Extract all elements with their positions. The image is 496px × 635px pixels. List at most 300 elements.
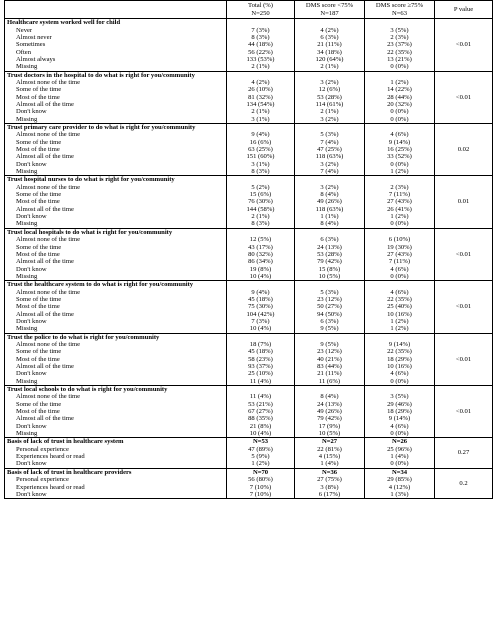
response-label: Don't know (16, 490, 47, 498)
value: 5 (3%) (320, 288, 339, 296)
section-title: Healthcare system worked well for child (7, 19, 121, 27)
dms-ge75-cell (365, 228, 435, 280)
response-label: Experiences heard or read (16, 453, 85, 461)
value: 133 (53%) (246, 55, 275, 63)
response-label: Almost none of the time (16, 131, 81, 139)
dms-ge75-cell (365, 468, 435, 498)
spacer (367, 176, 432, 183)
dms-lt75-cell (295, 19, 365, 71)
value: 44 (18%) (248, 41, 273, 49)
response-label: Personal experience (16, 476, 69, 484)
value: 63 (25%) (248, 146, 273, 154)
response-label: Almost all of the time (16, 100, 74, 108)
value: 83 (44%) (317, 363, 342, 370)
value: 53 (21%) (248, 400, 273, 408)
response-label: Don't know (16, 422, 47, 430)
spacer (229, 386, 292, 393)
response-label: Almost never (16, 33, 52, 41)
value: 18 (7%) (249, 340, 272, 348)
response-label: Missing (16, 377, 38, 385)
response-label: Almost all of the time (16, 153, 74, 161)
value: 1 (2%) (390, 168, 409, 176)
value: 25 (10%) (248, 370, 273, 378)
dms-lt75-count: N=27 (321, 438, 338, 446)
dms-ge75-cell (365, 386, 435, 438)
value: 3 (2%) (320, 183, 339, 191)
spacer (297, 124, 362, 131)
response-label: Experiences heard or read (16, 483, 85, 491)
value: 6 (3%) (320, 236, 339, 244)
value: 58 (23%) (248, 355, 273, 363)
header-label (5, 1, 227, 19)
header-total (227, 1, 295, 19)
value: 4 (6%) (390, 265, 409, 273)
value: 10 (4%) (249, 272, 272, 280)
section-label-cell (5, 333, 227, 385)
value: 26 (41%) (387, 205, 412, 213)
value: 12 (5%) (249, 236, 272, 244)
value: 144 (58%) (246, 205, 275, 213)
header-p-value: P value (435, 1, 493, 19)
value: 1 (2%) (251, 460, 270, 468)
response-label: Sometimes (16, 41, 46, 49)
value: 4 (2%) (251, 78, 270, 86)
response-label: Almost none of the time (16, 183, 81, 191)
header-dms-ge75-n: N=63 (391, 9, 408, 17)
value: 3 (1%) (251, 160, 270, 168)
spacer (297, 229, 362, 236)
value: 3 (8%) (320, 483, 339, 491)
dms-lt75-cell (295, 386, 365, 438)
value: 2 (1%) (251, 108, 270, 116)
value: 3 (2%) (320, 115, 339, 123)
response-label: Most of the time (16, 93, 60, 101)
p-value-cell: <0.01 (435, 71, 493, 123)
section-title: Trust primary care provider to do what is right for you/community (7, 124, 196, 131)
section-row (5, 176, 493, 228)
value: 9 (14%) (388, 340, 411, 348)
value: 7 (4%) (320, 168, 339, 176)
total-cell (227, 124, 295, 176)
header-dms-lt75-title: DMS score <75% (305, 2, 354, 9)
value: 23 (12%) (317, 348, 342, 356)
value: 2 (1%) (320, 63, 339, 71)
response-label: Often (16, 48, 32, 56)
value: 34 (18%) (317, 48, 342, 56)
value: 3 (2%) (320, 160, 339, 168)
value: 86 (34%) (248, 258, 273, 266)
value: 1 (2%) (390, 325, 409, 333)
response-label: Almost none of the time (16, 78, 81, 86)
value: 5 (2%) (251, 183, 270, 191)
value: 50 (27%) (317, 303, 342, 311)
dms-ge75-cell (365, 124, 435, 176)
value: 7 (10%) (249, 483, 272, 491)
response-label: Missing (16, 430, 38, 438)
value: 8 (4%) (320, 220, 339, 228)
response-label: Almost all of the time (16, 205, 74, 213)
value: 56 (80%) (248, 476, 273, 484)
value: 118 (63%) (315, 205, 344, 213)
value: 4 (6%) (390, 370, 409, 378)
value: 4 (2%) (320, 26, 339, 34)
value: 8 (3%) (251, 168, 270, 176)
value: 3 (1%) (251, 115, 270, 123)
section-row (5, 228, 493, 280)
value: 5 (3%) (320, 131, 339, 139)
value: 8 (4%) (320, 393, 339, 401)
total-cell (227, 438, 295, 468)
value: 9 (4%) (251, 288, 270, 296)
response-label: Almost none of the time (16, 236, 81, 244)
value: 7 (11%) (388, 191, 411, 199)
spacer (297, 176, 362, 183)
dms-lt75-cell (295, 281, 365, 333)
total-count: N=53 (252, 438, 269, 446)
total-cell (227, 333, 295, 385)
value: 4 (12%) (388, 483, 411, 491)
value: 79 (42%) (317, 258, 342, 266)
value: 26 (10%) (248, 86, 273, 94)
response-label: Most of the time (16, 303, 60, 311)
dms-lt75-cell (295, 228, 365, 280)
value: 1 (4%) (390, 453, 409, 461)
response-label: Missing (16, 115, 38, 123)
value: 53 (28%) (317, 93, 342, 101)
spacer (297, 386, 362, 393)
value: 0 (0%) (390, 460, 409, 468)
value: 27 (75%) (317, 476, 342, 484)
spacer (229, 334, 292, 341)
value: 7 (3%) (251, 26, 270, 34)
spacer (229, 72, 292, 79)
value: 10 (5%) (318, 272, 341, 280)
value: 4 (6%) (390, 422, 409, 430)
section-title: Trust local hospitals to do what is right for you/community (7, 228, 173, 236)
dms-ge75-cell (365, 281, 435, 333)
value: 2 (1%) (251, 63, 270, 71)
value: 53 (28%) (317, 250, 342, 258)
value: 7 (3%) (251, 317, 270, 325)
section-label-cell (5, 438, 227, 468)
header-dms-ge75-title: DMS score ≥75% (375, 2, 424, 9)
dms-lt75-cell (295, 468, 365, 498)
response-label: Don't know (16, 265, 47, 273)
dms-lt75-cell (295, 333, 365, 385)
total-cell (227, 71, 295, 123)
section-label-cell (5, 176, 227, 228)
section-row (5, 71, 493, 123)
response-label: Some of the time (16, 191, 62, 199)
section-title: Basis of lack of trust in healthcare system (7, 438, 124, 446)
value: 11 (4%) (249, 393, 272, 401)
response-label: Personal experience (16, 445, 69, 453)
spacer (367, 72, 432, 79)
response-label: Almost none of the time (16, 340, 81, 348)
section-label-cell (5, 468, 227, 498)
p-value-cell: 0.2 (435, 468, 493, 498)
value: 10 (4%) (249, 325, 272, 333)
value: 14 (22%) (387, 86, 412, 94)
value: 9 (14%) (388, 138, 411, 146)
dms-ge75-cell (365, 19, 435, 71)
value: 24 (13%) (317, 243, 342, 251)
value: 2 (1%) (251, 213, 270, 221)
value: 120 (64%) (315, 55, 344, 63)
value: 22 (81%) (317, 445, 342, 453)
response-label: Most of the time (16, 250, 60, 258)
value: 27 (43%) (387, 250, 412, 258)
value: 21 (11%) (317, 370, 342, 378)
header-total-title: Total (%) (248, 2, 273, 9)
value: 10 (4%) (249, 430, 272, 438)
dms-ge75-count: N=34 (391, 468, 408, 476)
section-row (5, 333, 493, 385)
value: 16 (6%) (249, 138, 272, 146)
section-row (5, 438, 493, 468)
value: 45 (18%) (248, 348, 273, 356)
value: 9 (14%) (388, 415, 411, 423)
section-label-cell (5, 228, 227, 280)
spacer (367, 19, 432, 26)
value: 47 (25%) (317, 146, 342, 154)
section-title: Trust the healthcare system to do what is right for you/community (7, 281, 194, 289)
value: 23 (12%) (317, 295, 342, 303)
value: 40 (21%) (317, 355, 342, 363)
value: 114 (61%) (315, 100, 344, 108)
value: 2 (3%) (390, 183, 409, 191)
section-label-cell (5, 19, 227, 71)
section-label-cell (5, 386, 227, 438)
response-label: Almost all of the time (16, 310, 74, 318)
response-label: Don't know (16, 108, 47, 116)
value: 8 (3%) (251, 220, 270, 228)
value: 21 (11%) (317, 41, 342, 49)
value: 11 (6%) (318, 377, 341, 385)
p-value-cell: 0.02 (435, 124, 493, 176)
value: 67 (27%) (248, 408, 273, 416)
value: 12 (6%) (318, 86, 341, 94)
response-label: Most of the time (16, 146, 60, 154)
value: 1 (3%) (390, 490, 409, 498)
value: 6 (3%) (320, 317, 339, 325)
dms-lt75-count: N=36 (321, 468, 338, 476)
section-row (5, 468, 493, 498)
response-label: Some of the time (16, 400, 62, 408)
value: 21 (8%) (249, 422, 272, 430)
p-value-cell: 0.01 (435, 176, 493, 228)
response-label: Almost all of the time (16, 258, 74, 266)
value: 22 (35%) (387, 348, 412, 356)
value: 29 (46%) (387, 400, 412, 408)
dms-lt75-cell (295, 124, 365, 176)
section-row (5, 124, 493, 176)
p-value-cell: <0.01 (435, 386, 493, 438)
dms-lt75-cell (295, 438, 365, 468)
response-label: Some of the time (16, 243, 62, 251)
p-value-cell: <0.01 (435, 333, 493, 385)
value: 47 (89%) (248, 445, 273, 453)
spacer (367, 386, 432, 393)
value: 151 (60%) (246, 153, 275, 161)
section-row (5, 281, 493, 333)
dms-ge75-cell (365, 176, 435, 228)
value: 0 (0%) (390, 115, 409, 123)
p-value-cell: <0.01 (435, 19, 493, 71)
total-cell (227, 468, 295, 498)
p-value-cell: <0.01 (435, 228, 493, 280)
header-dms-ge75 (365, 1, 435, 19)
value: 79 (42%) (317, 415, 342, 423)
value: 22 (35%) (387, 48, 412, 56)
dms-lt75-cell (295, 71, 365, 123)
value: 22 (35%) (387, 295, 412, 303)
value: 6 (3%) (320, 33, 339, 41)
total-count: N=70 (252, 468, 269, 476)
response-label: Never (16, 26, 33, 34)
value: 56 (22%) (248, 48, 273, 56)
results-table-container (4, 0, 492, 499)
dms-ge75-cell (365, 71, 435, 123)
response-label: Almost all of the time (16, 415, 74, 423)
value: 29 (85%) (387, 476, 412, 484)
header-total-n: N=250 (251, 9, 270, 17)
spacer (229, 229, 292, 236)
value: 104 (42%) (246, 310, 275, 318)
section-title: Basis of lack of trust in healthcare providers (7, 468, 132, 476)
spacer (229, 124, 292, 131)
value: 15 (6%) (249, 191, 272, 199)
value: 94 (50%) (317, 310, 342, 318)
value: 1 (1%) (320, 213, 339, 221)
response-label: Some of the time (16, 295, 62, 303)
value: 45 (18%) (248, 295, 273, 303)
value: 27 (43%) (387, 198, 412, 206)
response-label: Missing (16, 63, 38, 71)
value: 49 (26%) (317, 408, 342, 416)
spacer (297, 334, 362, 341)
value: 7 (4%) (320, 138, 339, 146)
spacer (297, 72, 362, 79)
section-row (5, 386, 493, 438)
value: 8 (4%) (320, 191, 339, 199)
value: 0 (0%) (390, 63, 409, 71)
dms-ge75-count: N=26 (391, 438, 408, 446)
value: 0 (0%) (390, 108, 409, 116)
response-label: Missing (16, 325, 38, 333)
value: 2 (3%) (390, 33, 409, 41)
value: 10 (5%) (318, 430, 341, 438)
spacer (367, 124, 432, 131)
value: 0 (0%) (390, 272, 409, 280)
value: 28 (44%) (387, 93, 412, 101)
total-cell (227, 19, 295, 71)
response-label: Most of the time (16, 408, 60, 416)
value: 0 (0%) (390, 377, 409, 385)
section-label-cell (5, 124, 227, 176)
value: 93 (37%) (248, 363, 273, 370)
dms-ge75-cell (365, 333, 435, 385)
value: 10 (16%) (387, 363, 412, 370)
value: 18 (29%) (387, 408, 412, 416)
response-label: Some of the time (16, 348, 62, 356)
value: 0 (0%) (390, 220, 409, 228)
header-dms-lt75-n: N=187 (320, 9, 339, 17)
section-label-cell (5, 71, 227, 123)
value: 9 (4%) (251, 131, 270, 139)
results-table-body (5, 19, 493, 499)
results-table (4, 0, 493, 499)
dms-ge75-cell (365, 438, 435, 468)
p-value-cell: <0.01 (435, 281, 493, 333)
value: 19 (30%) (387, 243, 412, 251)
value: 49 (26%) (317, 198, 342, 206)
value: 3 (5%) (390, 393, 409, 401)
value: 9 (5%) (320, 325, 339, 333)
total-cell (227, 386, 295, 438)
value: 7 (10%) (249, 490, 272, 498)
value: 20 (32%) (387, 100, 412, 108)
value: 15 (8%) (318, 265, 341, 273)
value: 1 (4%) (320, 460, 339, 468)
value: 17 (9%) (318, 422, 341, 430)
response-label: Almost none of the time (16, 393, 81, 401)
value: 80 (32%) (248, 250, 273, 258)
header-row (5, 1, 493, 19)
header-dms-lt75 (295, 1, 365, 19)
total-cell (227, 176, 295, 228)
value: 88 (35%) (248, 415, 273, 423)
value: 134 (54%) (246, 100, 275, 108)
value: 3 (5%) (390, 26, 409, 34)
value: 16 (25%) (387, 146, 412, 154)
value: 9 (5%) (320, 340, 339, 348)
response-label: Almost none of the time (16, 288, 81, 296)
value: 4 (6%) (390, 131, 409, 139)
section-title: Trust the police to do what is right for you/community (7, 333, 160, 341)
spacer (229, 19, 292, 26)
value: 0 (0%) (390, 430, 409, 438)
section-row (5, 19, 493, 71)
value: 118 (63%) (315, 153, 344, 161)
response-label: Don't know (16, 160, 47, 168)
value: 10 (16%) (387, 310, 412, 318)
value: 11 (4%) (249, 377, 272, 385)
section-title: Trust doctors in the hospital to do what is right for you/community (7, 71, 195, 79)
spacer (229, 176, 292, 183)
value: 6 (17%) (318, 490, 341, 498)
value: 7 (11%) (388, 258, 411, 266)
section-title: Trust local schools to do what is right for you/community (7, 386, 168, 394)
value: 3 (2%) (320, 78, 339, 86)
spacer (367, 229, 432, 236)
spacer (297, 281, 362, 288)
value: 18 (29%) (387, 355, 412, 363)
response-label: Almost all of the time (16, 363, 74, 370)
spacer (367, 281, 432, 288)
p-value-cell: 0.27 (435, 438, 493, 468)
value: 13 (21%) (387, 55, 412, 63)
spacer (229, 281, 292, 288)
value: 24 (13%) (317, 400, 342, 408)
value: 25 (96%) (387, 445, 412, 453)
value: 5 (9%) (251, 453, 270, 461)
value: 0 (0%) (390, 160, 409, 168)
value: 19 (8%) (249, 265, 272, 273)
value: 33 (52%) (387, 153, 412, 161)
response-label: Missing (16, 272, 38, 280)
value: 25 (40%) (387, 303, 412, 311)
